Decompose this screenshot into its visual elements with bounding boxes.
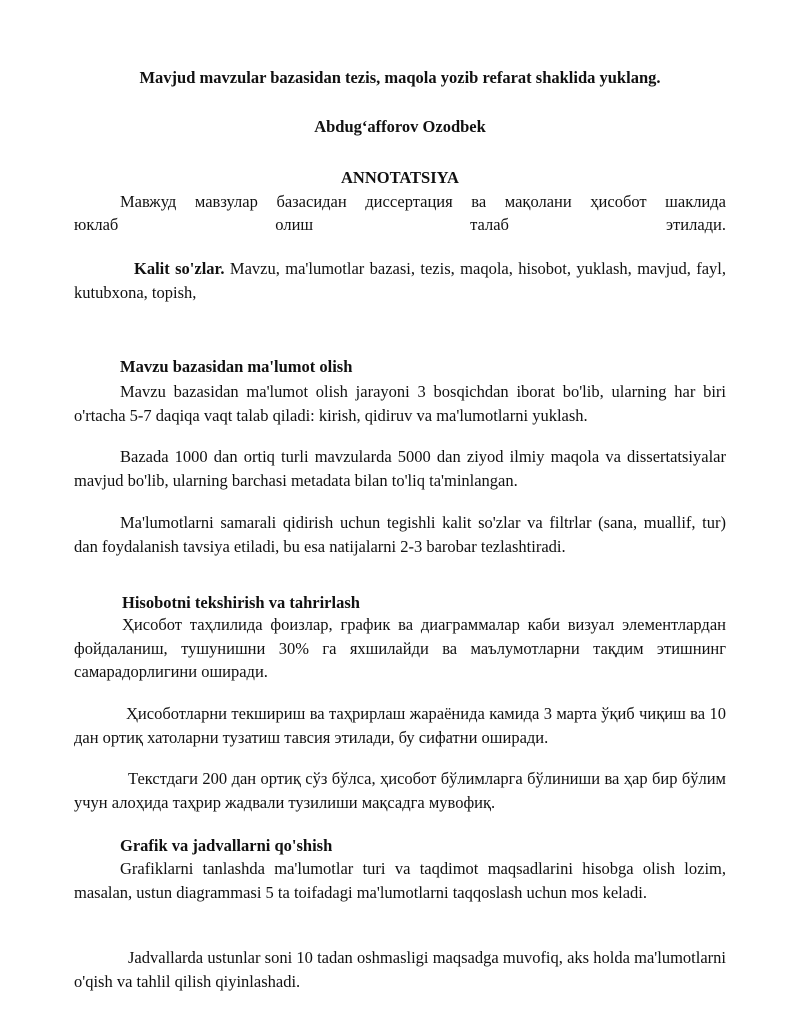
document-title: Mavjud mavzular bazasidan tezis, maqola yozib refarat shaklida yuklang. <box>139 68 661 87</box>
section-3-paragraph-1: Grafiklarni tanlashda ma'lumotlar turi va taqdimot maqsadlarini hisobga olish lozim, masalan, ustun diagrammasi 5 ta toifadagi ma'lumotlarni taqqoslash uchun mos keladi. <box>74 859 726 902</box>
annotation-line-2: юклаб олиш талаб этилади. <box>74 215 726 234</box>
section-heading-3: Grafik va jadvallarni qo'shish <box>120 836 333 855</box>
section-heading-1: Mavzu bazasidan ma'lumot olish <box>120 357 353 376</box>
keywords-paragraph <box>74 257 726 304</box>
section-heading-2: Hisobotni tekshirish va tahrirlash <box>122 593 360 612</box>
annotation-line-1: Мавжуд мавзулар базасидан диссертация ва мақолани ҳисобот шаклида <box>120 192 726 211</box>
author-name: Abdug‘afforov Ozodbek <box>314 117 486 136</box>
section-2-paragraph-2: Ҳисоботларни текшириш ва таҳрирлаш жараёнида камида 3 марта ўқиб чиқиш ва 10 дан ортиқ хатоларни тузатиш тавсия этилади, бу сифатни оширади. <box>74 704 726 747</box>
keywords-label: Kalit so'zlar. <box>134 259 225 278</box>
section-3-paragraph-2: Jadvallarda ustunlar soni 10 tadan oshmasligi maqsadga muvofiq, aks holda ma'lumotlarni o'qish va tahlil qilish qiyinlashadi. <box>74 948 726 991</box>
keywords-text: Mavzu, ma'lumotlar bazasi, tezis, maqola, hisobot, yuklash, mavjud, fayl, kutubxona, topish, <box>74 259 726 302</box>
section-1-paragraph-2: Bazada 1000 dan ortiq turli mavzularda 5000 dan ziyod ilmiy maqola va dissertatsiyalar mavjud bo'lib, ularning barchasi metadata bilan to'liq ta'minlangan. <box>74 447 726 490</box>
section-2-paragraph-3: Текстдаги 200 дан ортиқ сўз бўлса, ҳисобот бўлимларга бўлиниши ва ҳар бир бўлим учун алоҳида таҳрир жадвали тузилиши мақсадга мувофиқ. <box>74 769 726 812</box>
section-1-paragraph-1: Mavzu bazasidan ma'lumot olish jarayoni 3 bosqichdan iborat bo'lib, ularning har biri o'rtacha 5-7 daqiqa vaqt talab qiladi: kirish, qidiruv va ma'lumotlarni yuklash. <box>74 382 726 425</box>
section-2-paragraph-1: Ҳисобот таҳлилида фоизлар, график ва диаграммалар каби визуал элементлардан фойдаланиш, тушунишни 30% га яхшилайди ва маълумотларни тақдим этишнинг самарадорлигини оширади. <box>74 615 726 681</box>
section-1-paragraph-3: Ma'lumotlarni samarali qidirish uchun tegishli kalit so'zlar va filtrlar (sana, muallif, tur) dan foydalanish tavsiya etiladi, bu esa natijalarni 2-3 barobar tezlashtiradi. <box>74 513 726 556</box>
annotation-heading: ANNOTATSIYA <box>341 168 459 187</box>
